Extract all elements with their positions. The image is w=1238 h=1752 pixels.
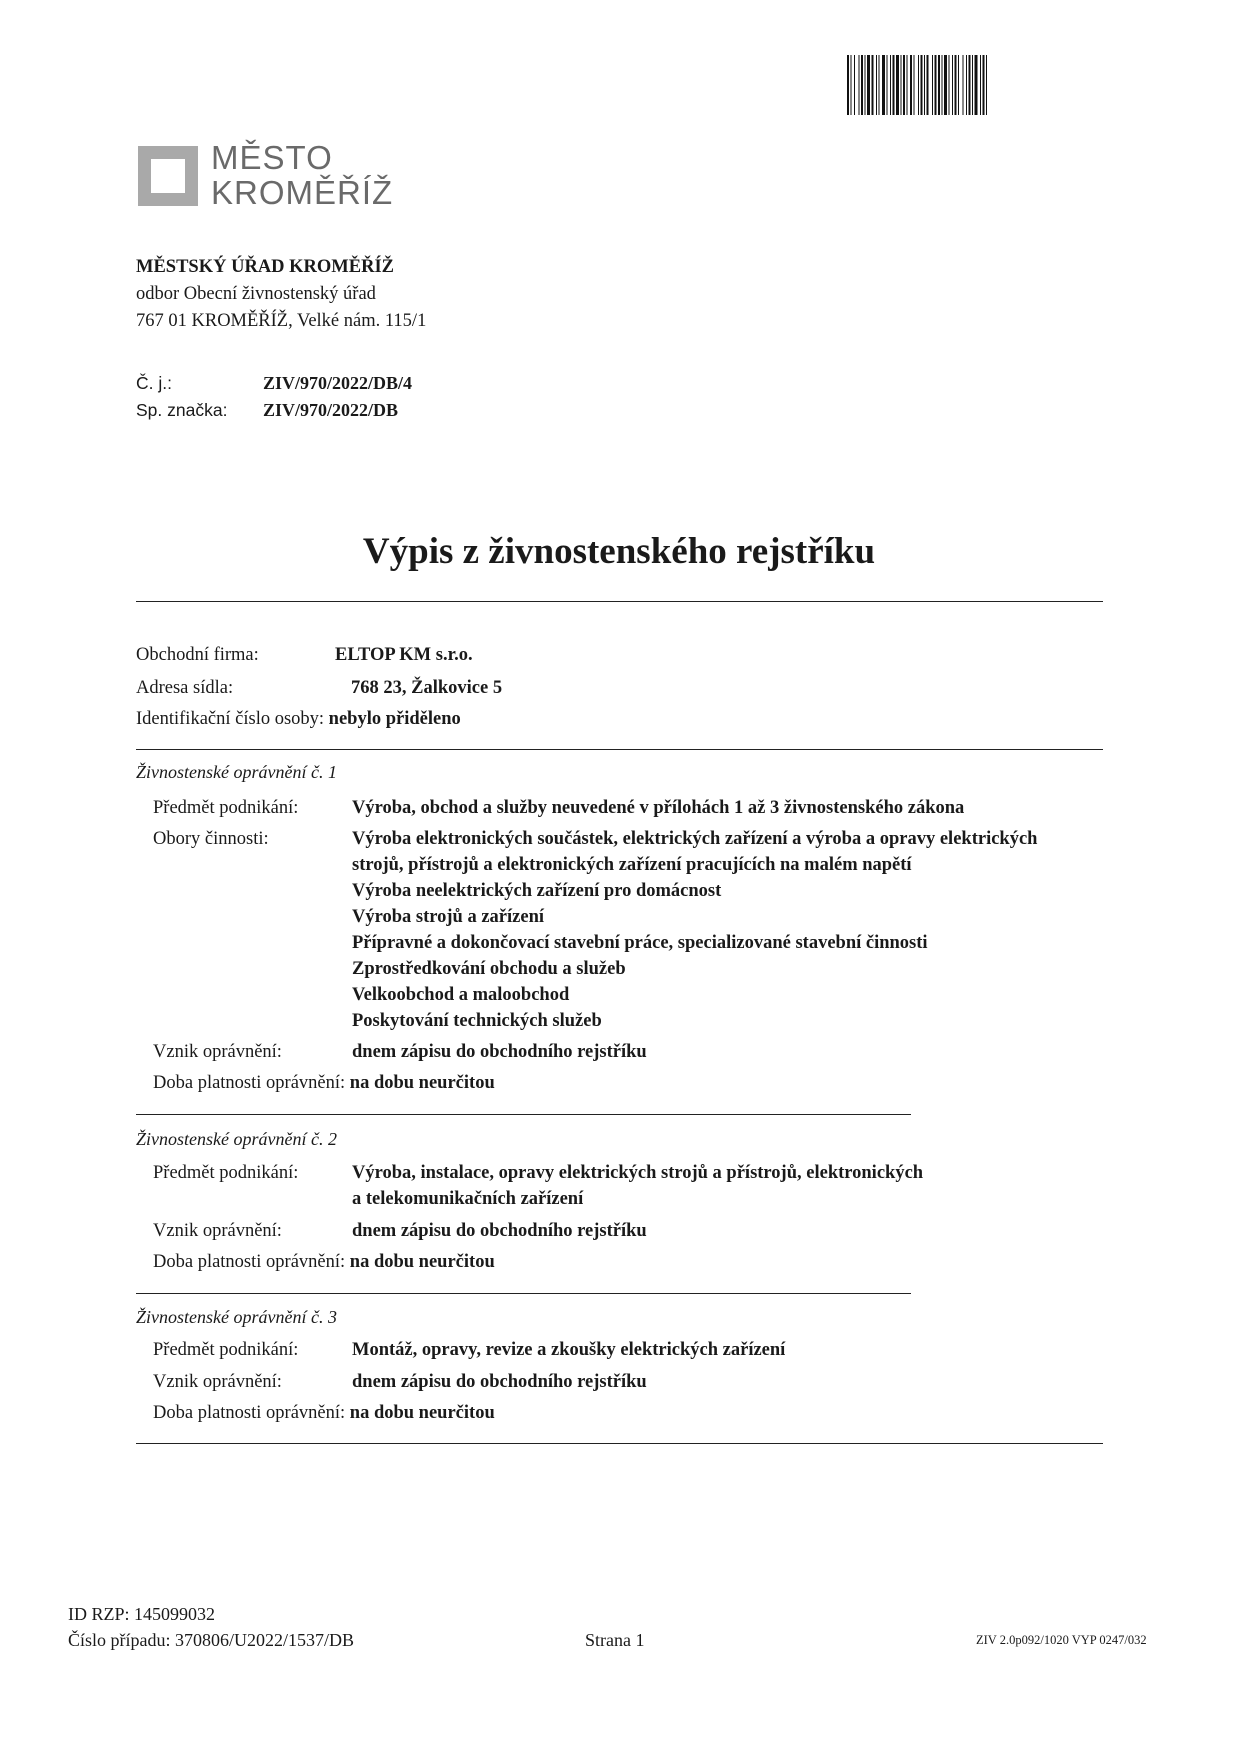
field-line: Výroba strojů a zařízení bbox=[352, 907, 545, 927]
origin-value: dnem zápisu do obchodního rejstříku bbox=[352, 1042, 647, 1062]
field-line: Zprostředkování obchodu a služeb bbox=[352, 959, 626, 979]
origin-value: dnem zápisu do obchodního rejstříku bbox=[352, 1221, 647, 1241]
reference-sp bbox=[136, 400, 398, 421]
subject-label: Předmět podnikání: bbox=[153, 1163, 299, 1183]
fields-label: Obory činnosti: bbox=[153, 829, 269, 849]
field-line: Přípravné a dokončovací stavební práce, specializované stavební činnosti bbox=[352, 933, 928, 953]
origin-label: Vznik oprávnění: bbox=[153, 1221, 282, 1241]
city-logo-text bbox=[211, 140, 393, 210]
footer-page-number: Strana 1 bbox=[585, 1630, 645, 1650]
subject-line: a telekomunikačních zařízení bbox=[352, 1189, 584, 1209]
reference-cj bbox=[136, 373, 412, 394]
address-label: Adresa sídla: bbox=[136, 678, 234, 698]
divider bbox=[136, 749, 1103, 750]
company-firm-row bbox=[136, 643, 473, 667]
id-label: Identifikační číslo osoby: bbox=[136, 709, 325, 729]
divider bbox=[136, 1114, 911, 1115]
validity-value: na dobu neurčitou bbox=[349, 1403, 495, 1423]
validity-label: Doba platnosti oprávnění: bbox=[153, 1403, 346, 1423]
cj-label: Č. j.: bbox=[136, 373, 172, 393]
subject-line: Výroba, obchod a služby neuvedené v přílohách 1 až 3 živnostenského zákona bbox=[352, 798, 965, 818]
field-line: Výroba neelektrických zařízení pro domácnost bbox=[352, 881, 722, 901]
company-id-row bbox=[136, 707, 461, 731]
validity-label: Doba platnosti oprávnění: bbox=[153, 1252, 346, 1272]
barcode bbox=[845, 55, 1105, 115]
office-department: odbor Obecní živnostenský úřad bbox=[136, 284, 376, 304]
logo-line-1: MĚSTO bbox=[211, 139, 333, 176]
sp-value: ZIV/970/2022/DB bbox=[263, 400, 399, 420]
field-line: strojů, přístrojů a elektronických zařízení pracujících na malém napětí bbox=[352, 855, 912, 875]
licence-2-validity bbox=[153, 1250, 495, 1274]
subject-line: Montáž, opravy, revize a zkoušky elektrických zařízení bbox=[352, 1340, 786, 1360]
field-line: Poskytování technických služeb bbox=[352, 1011, 602, 1031]
address-value: 768 23, Žalkovice 5 bbox=[351, 678, 503, 698]
origin-label: Vznik oprávnění: bbox=[153, 1042, 282, 1062]
field-line: Velkoobchod a maloobchod bbox=[352, 985, 570, 1005]
city-logo-mark bbox=[138, 146, 198, 206]
field-line: Výroba elektronických součástek, elektrických zařízení a výroba a opravy elektrických bbox=[352, 829, 1038, 849]
firm-value: ELTOP KM s.r.o. bbox=[335, 645, 473, 665]
cj-value: ZIV/970/2022/DB/4 bbox=[263, 373, 413, 393]
footer-case-number: Číslo případu: 370806/U2022/1537/DB bbox=[68, 1630, 355, 1650]
office-block bbox=[136, 254, 426, 335]
origin-value: dnem zápisu do obchodního rejstříku bbox=[352, 1372, 647, 1392]
licence-3-validity bbox=[153, 1401, 495, 1425]
divider bbox=[136, 1443, 1103, 1444]
validity-value: na dobu neurčitou bbox=[349, 1073, 495, 1093]
licence-3-heading: Živnostenské oprávnění č. 3 bbox=[136, 1307, 337, 1327]
id-value: nebylo přiděleno bbox=[328, 709, 461, 729]
footer-form-code: ZIV 2.0p092/1020 VYP 0247/032 bbox=[976, 1633, 1147, 1647]
sp-label: Sp. značka: bbox=[136, 400, 228, 420]
office-name: MĚSTSKÝ ÚŘAD KROMĚŘÍŽ bbox=[136, 257, 394, 277]
licence-1-heading: Živnostenské oprávnění č. 1 bbox=[136, 762, 337, 782]
divider bbox=[136, 601, 1103, 602]
subject-line: Výroba, instalace, opravy elektrických strojů a přístrojů, elektronických bbox=[352, 1163, 924, 1183]
validity-value: na dobu neurčitou bbox=[349, 1252, 495, 1272]
subject-label: Předmět podnikání: bbox=[153, 1340, 299, 1360]
licence-2-heading: Živnostenské oprávnění č. 2 bbox=[136, 1129, 337, 1149]
licence-1-validity bbox=[153, 1071, 495, 1095]
company-address-row bbox=[136, 676, 502, 700]
footer-id-rzp: ID RZP: 145099032 bbox=[68, 1604, 216, 1624]
page-title: Výpis z živnostenského rejstříku bbox=[362, 531, 876, 572]
logo-line-2: KROMĚŘÍŽ bbox=[211, 174, 394, 211]
divider bbox=[136, 1293, 911, 1294]
validity-label: Doba platnosti oprávnění: bbox=[153, 1073, 346, 1093]
subject-label: Předmět podnikání: bbox=[153, 798, 299, 818]
firm-label: Obchodní firma: bbox=[136, 645, 259, 665]
office-address: 767 01 KROMĚŘÍŽ, Velké nám. 115/1 bbox=[136, 311, 427, 331]
origin-label: Vznik oprávnění: bbox=[153, 1372, 282, 1392]
